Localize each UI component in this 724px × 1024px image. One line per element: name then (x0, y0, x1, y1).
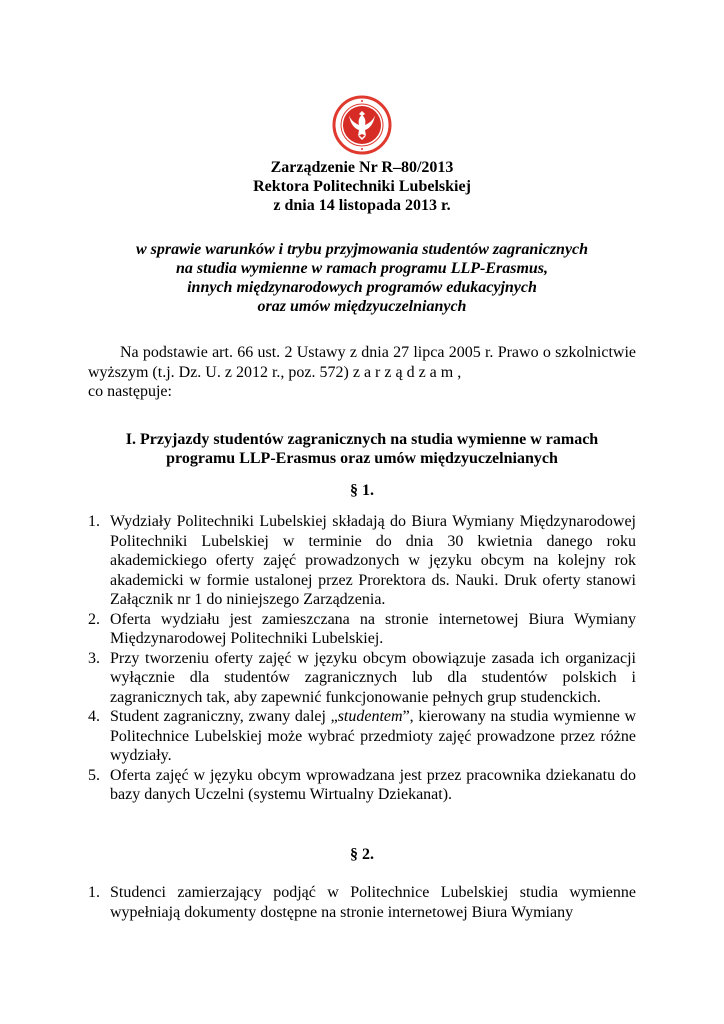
legal-basis-text: Na podstawie art. 66 ust. 2 Ustawy z dnia 27 lipca 2005 r. Prawo o szkolnictwie wyższym (t.j. Dz. U. z 2012 r., poz. 572) (88, 344, 636, 381)
list-item-number: 1. (88, 513, 100, 530)
legal-basis-tail: co następuje: (88, 383, 172, 400)
section-heading-line-2: programu LLP-Erasmus oraz umów międzyuczelnianych (166, 450, 558, 467)
list-item (88, 649, 636, 708)
subject-line-3: innych międzynarodowych programów edukacyjnych (187, 279, 537, 296)
list-item (88, 766, 636, 805)
list-item-text: Oferta zajęć w języku obcym wprowadzana jest przez pracownika dziekanatu do bazy danych Uczelni (systemu Wirtualny Dziekanat). (110, 766, 636, 803)
list-item-text: Przy tworzeniu oferty zajęć w języku obcym obowiązuje zasada ich organizacji wyłącznie dla studentów zagranicznych lub dla studentów polskich i zagranicznych tak, aby zapewnić funkcjonowanie pełnych grup studenckich. (110, 649, 636, 706)
paragraph-1-list (88, 512, 636, 805)
paragraph-2-title: § 2. (350, 846, 374, 863)
list-item (88, 512, 636, 610)
list-item-number: 5. (88, 766, 100, 784)
list-item-number: 3. (88, 649, 100, 667)
legal-basis-paragraph (88, 343, 636, 402)
list-item (88, 610, 636, 649)
ordinance-header (0, 158, 724, 215)
list-item-text-post: ”, kierowany na studia wymienne w Politechnice Lubelskiej może wybrać przedmioty zajęć prowadzone przez różne wydziały. (110, 708, 636, 764)
list-item-text: Oferta wydziału jest zamieszczana na stronie internetowej Biura Wymiany Międzynarodowej Politechniki Lubelskiej. (110, 610, 636, 647)
decree-word: zarządzam, (352, 363, 466, 381)
list-item-text-pre: Student zagraniczny, zwany dalej „ (110, 708, 338, 725)
ordinance-number: Zarządzenie Nr R–80/2013 (270, 159, 454, 176)
paragraph-2-list (88, 883, 636, 922)
ordinance-issuer: Rektora Politechniki Lubelskiej (253, 178, 471, 195)
section-heading (88, 430, 636, 468)
list-item-number: 4. (88, 708, 100, 725)
subject-line-2: na studia wymienne w ramach programu LLP-Erasmus, (175, 260, 549, 277)
ordinance-subject (0, 240, 724, 316)
subject-line-4: oraz umów międzyuczelnianych (257, 298, 467, 315)
list-item-number: 1. (88, 884, 100, 901)
section-heading-line-1: I. Przyjazdy studentów zagranicznych na studia wymienne w ramach (125, 431, 599, 448)
subject-line-1: w sprawie warunków i trybu przyjmowania studentów zagranicznych (135, 241, 589, 258)
list-item-text: Wydziały Politechniki Lubelskiej składają do Biura Wymiany Międzynarodowej Politechniki Lubelskiej w terminie do dnia 30 kwietnia danego roku akademickiego oferty zajęć prowadzonych w języku obcym na kolejny rok akademicki w formie ustalonej przez Prorektora ds. Nauki. Druk oferty stanowi Załącznik nr 1 do niniejszego Zarządzenia. (110, 513, 636, 608)
list-item (88, 707, 636, 766)
ordinance-date: z dnia 14 listopada 2013 r. (273, 197, 451, 214)
paragraph-1-title: § 1. (350, 482, 374, 499)
defined-term: studentem (337, 708, 403, 725)
list-item-text: Studenci zamierzający podjąć w Politechnice Lubelskiej studia wymienne wypełniają dokumenty dostępne na stronie internetowej Biura Wymiany (110, 884, 636, 921)
list-item (88, 883, 636, 922)
polish-eagle-emblem-icon (332, 95, 392, 155)
list-item-number: 2. (88, 610, 100, 628)
